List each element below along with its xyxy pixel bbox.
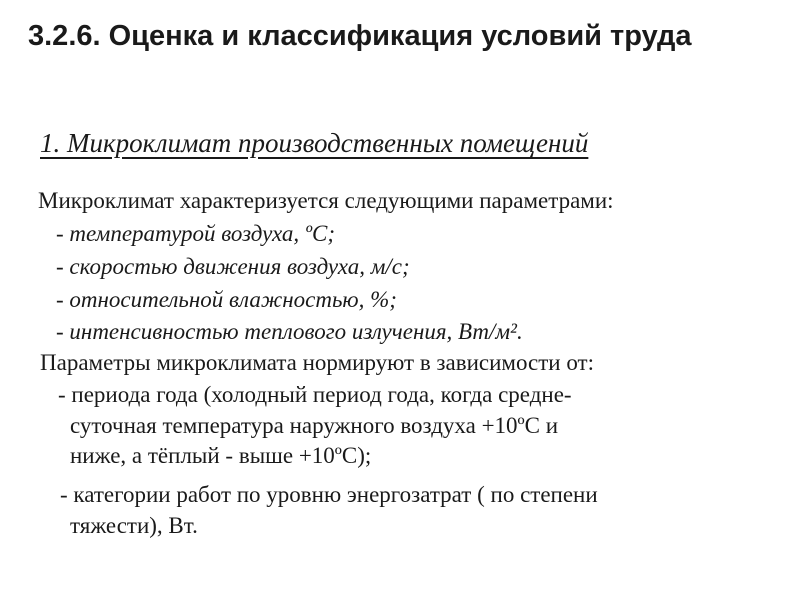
slide-title: 3.2.6. Оценка и классификация условий труда bbox=[28, 20, 692, 52]
intro-text: Микроклимат характеризуется следующими параметрами: bbox=[38, 188, 614, 213]
category-line: - категории работ по уровню энергозатрат ( по степени bbox=[60, 482, 598, 507]
parameter-item: - скоростью движения воздуха, м/с; bbox=[56, 254, 410, 279]
period-line: ниже, а тёплый - выше +10ºС); bbox=[70, 443, 372, 468]
norm-intro-text: Параметры микроклимата нормируют в зависимости от: bbox=[40, 350, 594, 375]
category-line: тяжести), Вт. bbox=[70, 513, 198, 538]
parameter-item: - относительной влажностью, %; bbox=[56, 287, 397, 312]
section-subtitle: 1. Микроклимат производственных помещений bbox=[40, 128, 589, 158]
period-line: - периода года (холодный период года, когда средне- bbox=[58, 382, 572, 407]
parameter-item: - интенсивностью теплового излучения, Вт/м². bbox=[56, 319, 523, 344]
parameter-item: - температурой воздуха, ºС; bbox=[56, 221, 336, 246]
period-line: суточная температура наружного воздуха +10ºС и bbox=[70, 413, 559, 438]
